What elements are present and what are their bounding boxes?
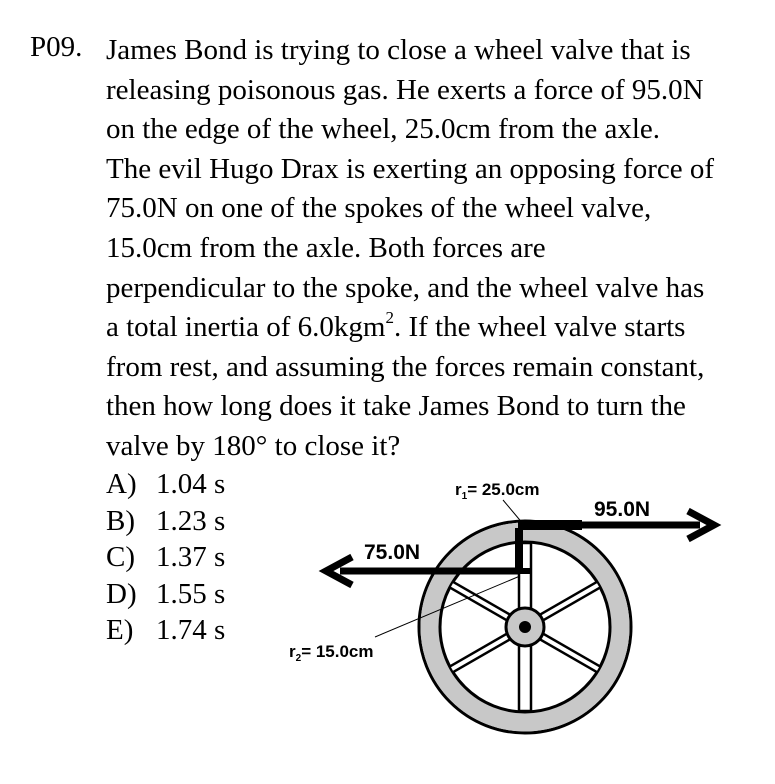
choice-value: 1.04 s	[156, 468, 226, 500]
inertia-tail: . If the wheel valve starts	[393, 311, 686, 344]
question-line: 15.0cm from the axle. Both forces are	[106, 231, 546, 264]
question-line: from rest, and assuming the forces remain constant,	[106, 350, 705, 383]
question-line: The evil Hugo Drax is exerting an opposing force of	[106, 152, 715, 185]
choice-label: A)	[106, 468, 137, 500]
r1-label: $r_1= 25.0cm$	[455, 480, 540, 502]
superscript-2: 2	[385, 307, 394, 327]
question-line: releasing poisonous gas. He exerts a force of 95.0N	[106, 73, 704, 106]
force-left-label: 75.0N	[364, 541, 421, 564]
question-line: valve by 180° to close it?	[106, 429, 401, 462]
question-line: then how long does it take James Bond to turn the	[106, 390, 686, 423]
inertia-text: a total inertia of 6.0kgm	[106, 311, 386, 344]
question-line: 75.0N on one of the spokes of the wheel valve,	[106, 192, 652, 225]
question-line: perpendicular to the spoke, and the wheel valve has	[106, 271, 705, 304]
lever-arm-top	[518, 520, 582, 530]
choice-value: 1.23 s	[156, 505, 226, 537]
force-right-label: 95.0N	[594, 498, 651, 521]
choice-value: 1.74 s	[156, 614, 226, 646]
lever-post	[515, 528, 523, 572]
axle	[519, 621, 531, 633]
question-line: James Bond is trying to close a wheel valve that is	[106, 34, 691, 66]
problem-number: P09.	[30, 31, 83, 63]
r2-label: $r_2= 15.0cm$	[289, 642, 374, 664]
force-arrow-left	[326, 557, 520, 585]
choice-value: 1.37 s	[156, 541, 226, 573]
choice-label: B)	[106, 505, 135, 537]
choice-value: 1.55 s	[156, 578, 226, 610]
question-line: on the edge of the wheel, 25.0cm from the axle.	[106, 113, 661, 146]
choice-label: D)	[106, 578, 137, 610]
choice-label: C)	[106, 541, 135, 573]
choice-label: E)	[106, 614, 134, 646]
